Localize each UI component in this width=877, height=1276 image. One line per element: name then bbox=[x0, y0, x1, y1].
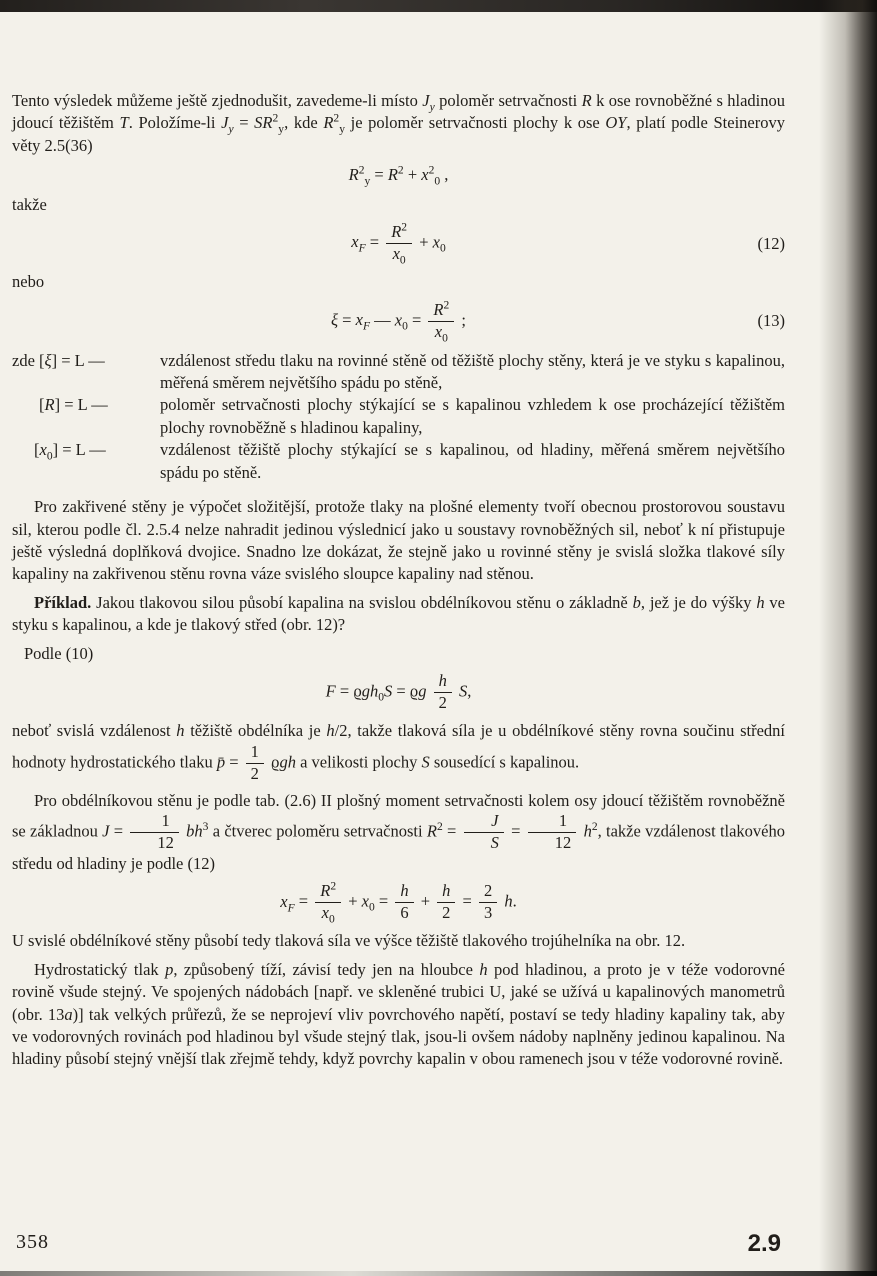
definition-r bbox=[12, 394, 785, 439]
equation-xf-result: $x_F$ = $\frac{R^2}{x_0}$ + $x_0$ = $\frac{h}{6}$ + $\frac{h}{2}$ = $\frac{2}{3}$ h. bbox=[280, 880, 517, 926]
equation-row-13 bbox=[12, 301, 785, 342]
paragraph-example: Příklad. Jakou tlakovou silou působí kapalina na svislou obdélníkovou stěnu o základně b, jež je do výšky h ve styku s kapalinou, a kde je tlakový střed (obr. 12)? bbox=[12, 592, 785, 635]
page-content bbox=[12, 84, 785, 1077]
scan-edge-bottom bbox=[0, 1271, 877, 1276]
paragraph-intro: Tento výsledek můžeme ještě zjednodušit, zavedeme-li místo $J_y$ poloměr setrvačnosti R k ose rovnoběžné s hladinou jdoucí těžištěm T. Položíme-li $J_y = SR^2_y$, kde $R^2_y$ je poloměr setrvačnosti plochy k ose OY, platí podle Steinerovy věty 2.5(36) bbox=[12, 91, 786, 155]
connector-takze: takže bbox=[12, 194, 47, 214]
paragraph-hydrostatic: Hydrostatický tlak p, způsobený tíží, závisí tedy jen na hloubce h pod hladinou, a proto je v téže vodorovné rovině všude stejný. Ve spojených nádobách [např. ve skleněné trubici U, jaké se užívá u kapalinových manometrů (obr. 13a)] tak velkých průřezů, že se neprojeví vliv povrchového napětí, postaví se tedy hladiny kapaliny tak, aby ve vodorovných rovinách pod hladinou byl všude stejný tlak, jsou-li ovšem nádoby naplněny jedinou kapalinou. Na hladiny působí stejný vnější tlak zřejmě tehdy, když povrchy kapalin v obou ramenech jsou v téže vodorovné rovině. bbox=[12, 959, 785, 1069]
scan-edge-top bbox=[0, 0, 877, 12]
equation-number-12: (12) bbox=[757, 233, 785, 253]
paragraph-svisle: U svislé obdélníkové stěny působí tedy tlaková síla ve výšce těžiště tlakového trojúhelníka na obr. 12. bbox=[12, 931, 686, 951]
definition-x0-label: $[x_0] = L$ — bbox=[34, 440, 106, 463]
definition-r-label: [R] = L — bbox=[39, 395, 108, 415]
scan-edge-right-binding bbox=[819, 0, 877, 1276]
equation-steiner: $R^2_y = R^2 + x^2_0$ , bbox=[348, 164, 449, 188]
equation-number-13: (13) bbox=[757, 310, 785, 330]
paragraph-nebot: neboť svislá vzdálenost h těžiště obdélníka je h/2, takže tlaková síla je u obdélníkové stěny rovna součinu střední hodnoty hydrostatického tlaku p̄ = $\frac{1}{2}$ ϱgh a velikosti plochy S sousedící s kapalinou. bbox=[12, 721, 785, 783]
connector-nebo: nebo bbox=[12, 272, 45, 292]
definition-xi bbox=[12, 350, 785, 395]
page-number: 358 bbox=[16, 1231, 49, 1253]
equation-13: $\xi = x_F$ — $x_0$ = $\frac{R^2}{x_0}$ ; bbox=[330, 299, 467, 344]
definition-xi-label: zde [ξ] = L — bbox=[12, 350, 105, 370]
definition-x0 bbox=[12, 439, 785, 484]
equation-12: $x_F$ = $\frac{R^2}{x_0}$ + $x_0$ bbox=[351, 221, 446, 267]
paragraph-moment: Pro obdélníkovou stěnu je podle tab. (2.6) II plošný moment setrvačnosti kolem osy jdoucí těžištěm rovnoběžně se základnou J = $\frac{1}{12}$ $bh^3$ a čtverec poloměru setrvačnosti $R^2$ = $\frac{J}{S}$ = $\frac{1}{12}$ $h^2$, takže vzdálenost tlakového středu od hladiny je podle (12) bbox=[12, 790, 786, 873]
paragraph-podle: Podle (10) bbox=[24, 643, 94, 663]
definition-xi-text: vzdálenost středu tlaku na rovinné stěně od těžiště plochy stěny, která je ve styku s kapalinou, měřená směrem největšího spádu po stěně, bbox=[160, 350, 785, 392]
section-number: 2.9 bbox=[747, 1230, 781, 1257]
equation-row-12 bbox=[12, 221, 785, 267]
definition-r-text: poloměr setrvačnosti plochy stýkající se s kapalinou vzhledem k ose procházející těžištěm plochy rovnoběžně s hladinou kapaliny, bbox=[160, 395, 785, 437]
definition-x0-text: vzdálenost těžiště plochy stýkající se s kapalinou, od hladiny, měřená směrem největšího spádu po stěně. bbox=[160, 440, 785, 482]
equation-force: F = ϱgh$_0$S = ϱg $\frac{h}{2}$ S, bbox=[325, 671, 472, 713]
paragraph-curved-walls: Pro zakřivené stěny je výpočet složitější, protože tlaky na plošné elementy tvoří obecnou prostorovou soustavu sil, kterou podle čl. 2.5.4 nelze nahradit jedinou výslednicí jako u soustavy rovnoběžných sil, neboť k ní přistupuje ještě výsledná doplňková dvojice. Snadno lze dokázat, že stejně jako u rovinné stěny je svislá složka tlakové síly kapaliny na zakřivenou stěnu rovna váze svislého sloupce kapaliny nad stěnou. bbox=[12, 497, 785, 584]
symbol-definitions bbox=[12, 350, 785, 485]
